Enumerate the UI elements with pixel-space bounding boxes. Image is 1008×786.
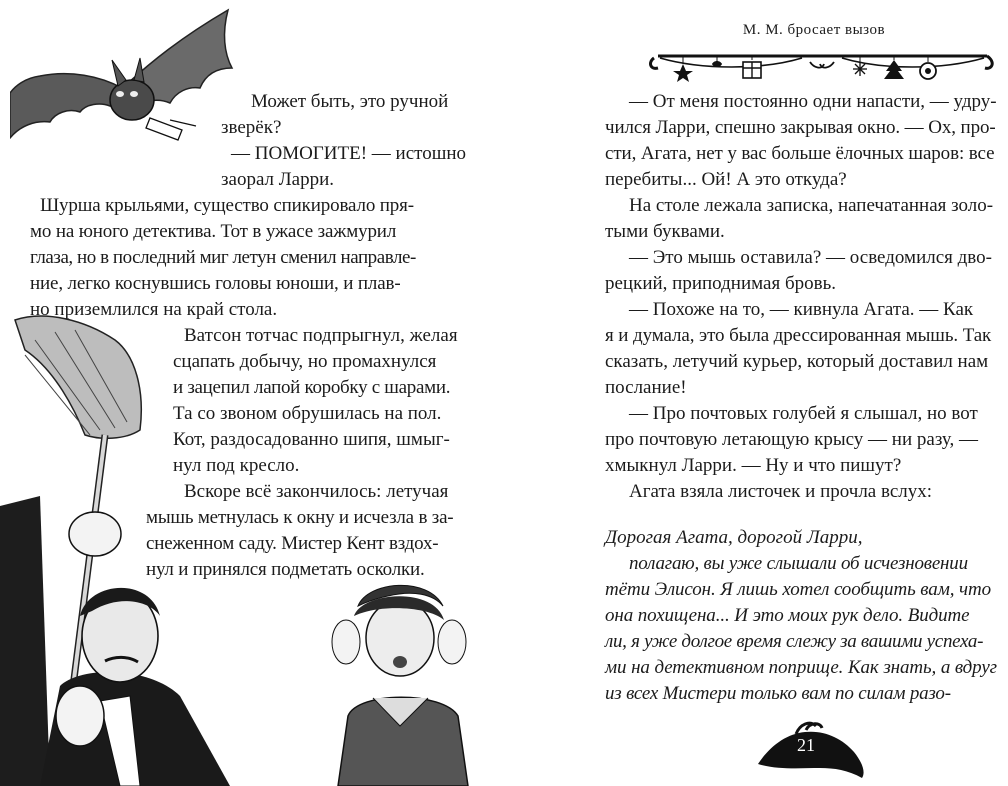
letter-line: полагаю, вы уже слышали об исчезновении (629, 553, 968, 574)
paragraph-line: глаза, но в последний миг летун сменил направле- (30, 247, 416, 268)
letter-line: ми на детективном поприще. Как знать, а вдруг (605, 657, 997, 678)
paragraph-line: — От меня постоянно одни напасти, — удру- (629, 91, 997, 112)
paragraph-line: — Про почтовых голубей я слышал, но вот (629, 403, 978, 424)
paragraph-line: сти, Агата, нет у вас больше ёлочных шаров: все (605, 143, 995, 164)
paragraph-line: рецкий, приподнимая бровь. (605, 273, 836, 294)
paragraph-line: ние, легко коснувшись головы юноши, и плав- (30, 273, 401, 294)
paragraph-line: заорал Ларри. (221, 169, 335, 190)
paragraph-line: — ПОМОГИТЕ! — истошно (231, 143, 467, 164)
running-title: М. М. бросает вызов (742, 22, 886, 38)
letter-line: из всех Мистери только вам по силам разо- (605, 683, 951, 704)
paragraph-line: нул под кресло. (173, 455, 300, 476)
paragraph-line: послание! (605, 377, 687, 398)
paragraph-line: зверёк? (221, 117, 282, 138)
paragraph-line: Агата взяла листочек и прочла вслух: (629, 481, 933, 502)
paragraph-line: Может быть, это ручной (251, 91, 449, 112)
paragraph-line: чился Ларри, спешно закрывая окно. — Ох, про- (605, 117, 996, 138)
paragraph-line: Кот, раздосадованно шипя, шмыг- (173, 429, 450, 450)
butler-illustration (0, 486, 260, 786)
paragraph-line: сцапать добычу, но промахнулся (173, 351, 437, 372)
paragraph-line: нул и принялся подметать осколки. (146, 559, 425, 580)
paragraph-line: сказать, летучий курьер, который доставил нам (605, 351, 989, 372)
paragraph-line: — Похоже на то, — кивнула Агата. — Как (629, 299, 974, 320)
snowflake-icon (853, 62, 867, 76)
paragraph-line: снеженном саду. Мистер Кент вздох- (146, 533, 439, 554)
paragraph-line: про почтовую летающую крысу — ни разу, — (605, 429, 979, 450)
paragraph-line: Ватсон тотчас подпрыгнул, желая (184, 325, 458, 346)
paragraph-line: — Это мышь оставила? — осведомился дво- (629, 247, 992, 268)
letter-salutation: Дорогая Агата, дорогой Ларри, (605, 527, 863, 548)
garland-ornament (642, 40, 1002, 90)
paragraph-line: Вскоре всё закончилось: летучая (184, 481, 449, 502)
paragraph-line: Шурша крыльями, существо спикировало пря- (40, 195, 414, 216)
paragraph-line: тыми буквами. (605, 221, 725, 242)
larry-illustration (318, 576, 488, 786)
paragraph-line: и зацепил лапой коробку с шарами. (173, 377, 451, 398)
star-icon (673, 64, 693, 82)
letter-line: ли, я уже долгое время слежу за вашими успеха- (605, 631, 984, 652)
paragraph-line: мышь метнулась к окну и исчезла в за- (146, 507, 454, 528)
paragraph-line: мо на юного детектива. Тот в ужасе зажмурил (30, 221, 397, 242)
fir-tree-icon (884, 60, 904, 79)
bat-illustration (10, 8, 250, 158)
letter-line: тёти Элисон. Я лишь хотел сообщить вам, что (605, 579, 991, 600)
paragraph-line: Та со звоном обрушилась на пол. (173, 403, 442, 424)
letter-line: она похищена... И это моих рук дело. Видите (605, 605, 970, 626)
paragraph-line: хмыкнул Ларри. — Ну и что пишут? (605, 455, 902, 476)
paragraph-line: но приземлился на край стола. (30, 299, 278, 320)
page-number: 21 (797, 735, 815, 755)
swirl-icon (810, 62, 834, 68)
paragraph-line: перебиты... Ой! А это откуда? (605, 169, 847, 190)
right-page (504, 0, 1008, 786)
paragraph-line: я и думала, это была дрессированная мышь. Так (605, 325, 992, 346)
paragraph-line: На столе лежала записка, напечатанная золо- (629, 195, 994, 216)
